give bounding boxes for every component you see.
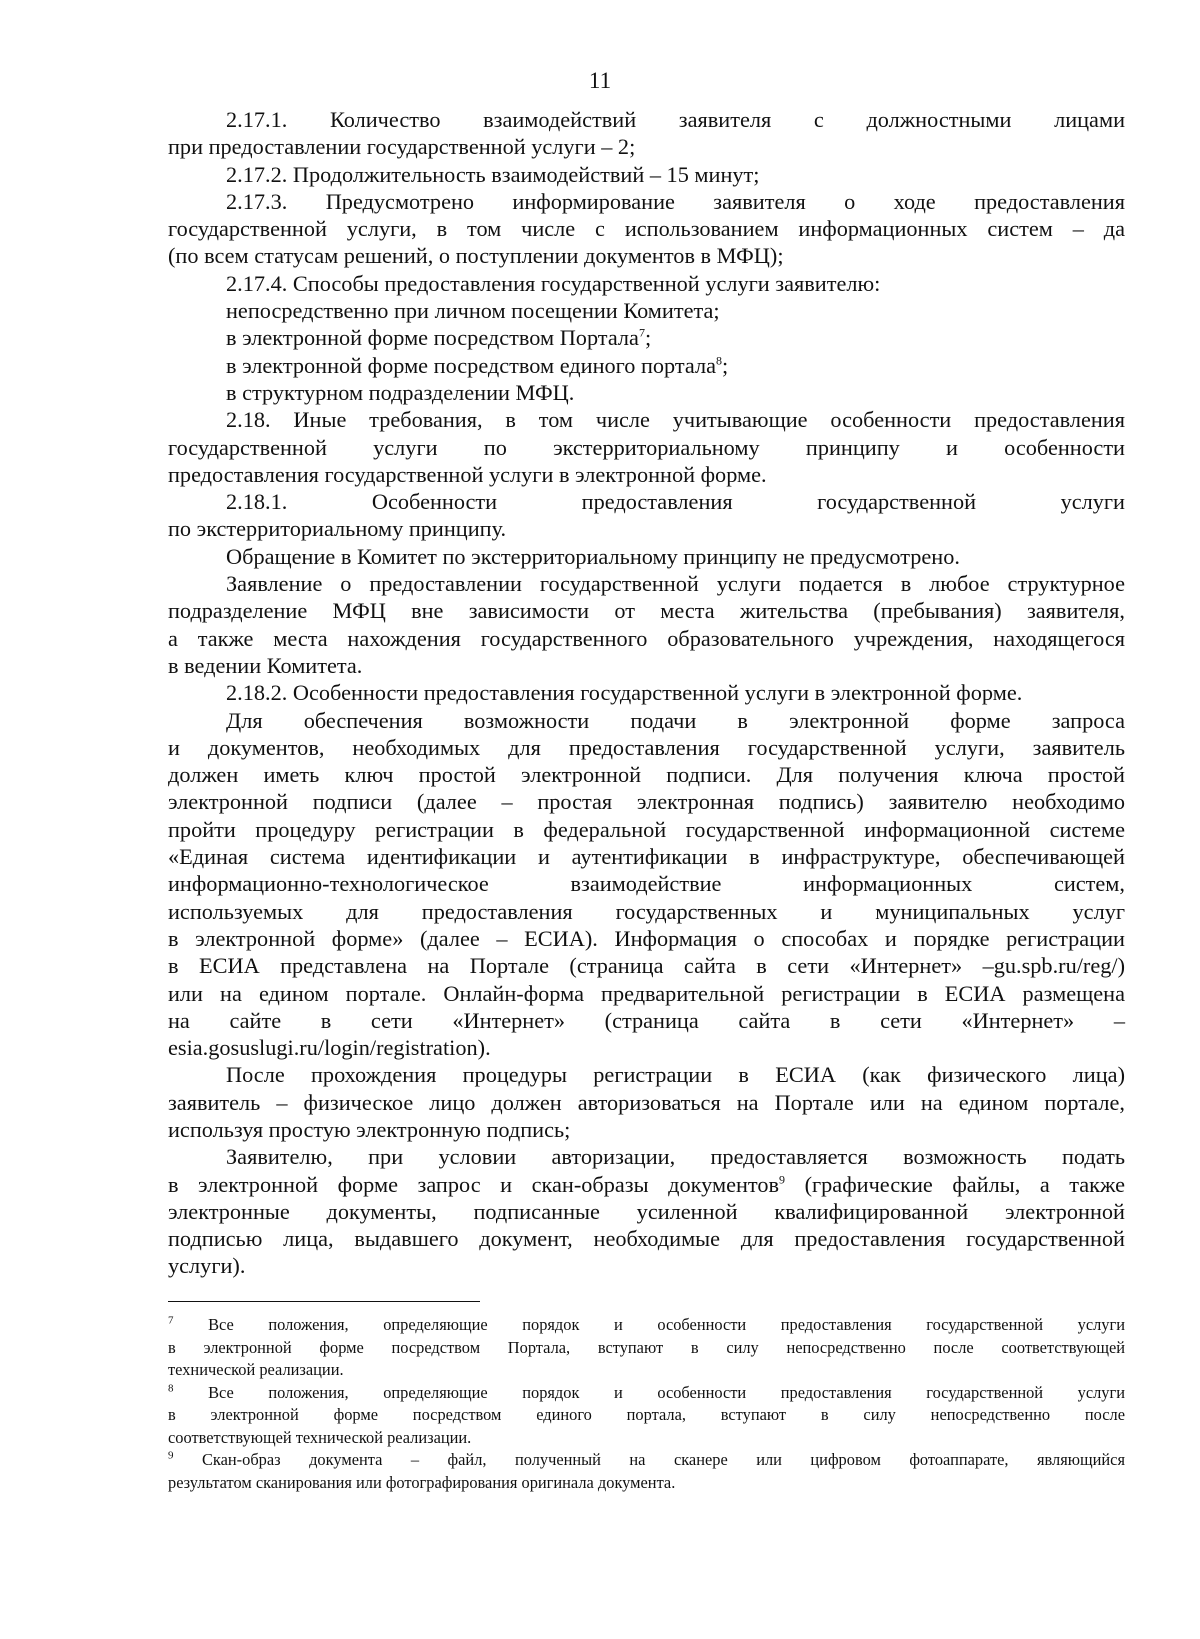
- text-line: 2.18.2. Особенности предоставления государственной услуги в электронной форме.: [226, 680, 1023, 706]
- text-line: или на едином портале. Онлайн-форма предварительной регистрации в ЕСИА размещена: [168, 980, 1125, 1006]
- text-segment: в электронной форме посредством Портала: [226, 325, 639, 351]
- text-line: предоставления государственной услуги в электронной форме.: [168, 461, 767, 487]
- footnote-line: соответствующей технической реализации.: [168, 1427, 472, 1447]
- text-line: используемых для предоставления государственных и муниципальных услуг: [168, 898, 1125, 924]
- text-line: Заявление о предоставлении государственной услуги подается в любое структурное: [226, 571, 1125, 597]
- text-line: а также места нахождения государственного образовательного учреждения, находящегося: [168, 625, 1125, 651]
- text-line: Для обеспечения возможности подачи в электронной форме запроса: [226, 707, 1125, 733]
- footnote-line: в электронной форме посредством единого портала, вступают в силу непосредственно после: [168, 1405, 1125, 1424]
- text-segment: (графические файлы, а также: [785, 1171, 1125, 1197]
- text-line: esia.gosuslugi.ru/login/registration).: [168, 1035, 491, 1061]
- footnote-ref: 8: [716, 353, 723, 368]
- text-segment: в электронной форме запрос и скан-образы документов: [168, 1171, 780, 1197]
- text-line: [168, 324, 1125, 351]
- footnote-number: 8: [168, 1382, 174, 1395]
- footnote-line: [168, 1314, 1125, 1337]
- text-line: в электронной форме» (далее – ЕСИА). Информация о способах и порядке регистрации: [168, 925, 1125, 951]
- text-line: 2.17.1. Количество взаимодействий заявителя с должностными лицами: [226, 107, 1125, 132]
- text-line: Заявителю, при условии авторизации, предоставляется возможность подать: [226, 1144, 1125, 1170]
- text-line: электронные документы, подписанные усиленной квалифицированной электронной: [168, 1198, 1125, 1224]
- footnote-text: Скан-образ документа – файл, полученный на сканере или цифровом фотоаппарате, являющийся: [173, 1450, 1125, 1469]
- footnote-line: в электронной форме посредством Портала, вступают в силу непосредственно после соответствующей: [168, 1337, 1125, 1357]
- text-line: по экстерриториальному принципу.: [168, 516, 507, 542]
- text-line: в ведении Комитета.: [168, 652, 363, 678]
- footnote-text: Все положения, определяющие порядок и особенности предоставления государственной услуги: [173, 1315, 1125, 1334]
- main-text: [168, 106, 1125, 1280]
- text-line: 2.17.3. Предусмотрено информирование заявителя о ходе предоставления: [226, 188, 1125, 214]
- footnote-separator: [168, 1301, 480, 1302]
- text-line: 2.17.4. Способы предоставления государственной услуги заявителю:: [226, 270, 881, 296]
- text-line: при предоставлении государственной услуги – 2;: [168, 134, 636, 160]
- footnote-line: [168, 1449, 1125, 1472]
- text-line: Обращение в Комитет по экстерриториальному принципу не предусмотрено.: [226, 543, 960, 569]
- text-line: в структурном подразделении МФЦ.: [226, 379, 575, 405]
- text-line: (по всем статусам решений, о поступлении документов в МФЦ);: [168, 243, 784, 269]
- footnote-line: [168, 1382, 1125, 1405]
- text-line: подписью лица, выдавшего документ, необходимые для предоставления государственной: [168, 1226, 1125, 1252]
- text-line: После прохождения процедуры регистрации в ЕСИА (как физического лица): [226, 1062, 1125, 1088]
- text-line: непосредственно при личном посещении Комитета;: [226, 298, 720, 324]
- text-segment: ;: [644, 325, 652, 351]
- footnote-line: технической реализации.: [168, 1360, 344, 1379]
- footnote-number: 7: [168, 1314, 174, 1327]
- text-line: и документов, необходимых для предоставления государственной услуги, заявитель: [168, 734, 1125, 760]
- text-line: должен иметь ключ простой электронной подписи. Для получения ключа простой: [168, 762, 1125, 788]
- footnote-line: результатом сканирования или фотографирования оригинала документа.: [168, 1472, 676, 1492]
- text-line: услуги).: [168, 1253, 246, 1279]
- text-line: 2.18.1. Особенности предоставления государственной услуги: [226, 489, 1125, 515]
- footnote-ref: 7: [638, 325, 645, 340]
- footnote-text: Все положения, определяющие порядок и особенности предоставления государственной услуги: [173, 1382, 1125, 1402]
- text-line: [168, 352, 1125, 379]
- text-line: заявитель – физическое лицо должен авторизоваться на Портале или на едином портале,: [168, 1089, 1125, 1115]
- text-line: электронной подписи (далее – простая электронная подпись) заявителю необходимо: [168, 789, 1125, 815]
- text-line: государственной услуги, в том числе с использованием информационных систем – да: [168, 216, 1125, 242]
- text-line: используя простую электронную подпись;: [168, 1116, 571, 1142]
- footnotes: [168, 1314, 1125, 1494]
- text-line: на сайте в сети «Интернет» (страница сайта в сети «Интернет» –: [168, 1007, 1125, 1033]
- text-line: государственной услуги по экстерриториальному принципу и особенности: [168, 434, 1125, 460]
- text-line: информационно-технологическое взаимодействие информационных систем,: [168, 871, 1125, 897]
- footnote-number: 9: [168, 1449, 174, 1462]
- text-segment: в электронной форме посредством единого портала: [226, 352, 717, 378]
- text-line: подразделение МФЦ вне зависимости от места жительства (пребывания) заявителя,: [168, 598, 1125, 624]
- footnote-ref: 9: [779, 1172, 786, 1187]
- text-line: «Единая система идентификации и аутентификации в инфраструктуре, обеспечивающей: [168, 844, 1125, 870]
- text-line: пройти процедуру регистрации в федеральной государственной информационной системе: [168, 816, 1125, 842]
- page-number: 11: [588, 68, 612, 93]
- text-line: 2.17.2. Продолжительность взаимодействий – 15 минут;: [226, 161, 760, 187]
- text-line: 2.18. Иные требования, в том числе учитывающие особенности предоставления: [226, 407, 1125, 433]
- text-line: в ЕСИА представлена на Портале (страница сайта в сети «Интернет» –gu.spb.ru/reg/): [168, 953, 1125, 979]
- text-line: [168, 1171, 1125, 1198]
- text-segment: ;: [722, 352, 729, 378]
